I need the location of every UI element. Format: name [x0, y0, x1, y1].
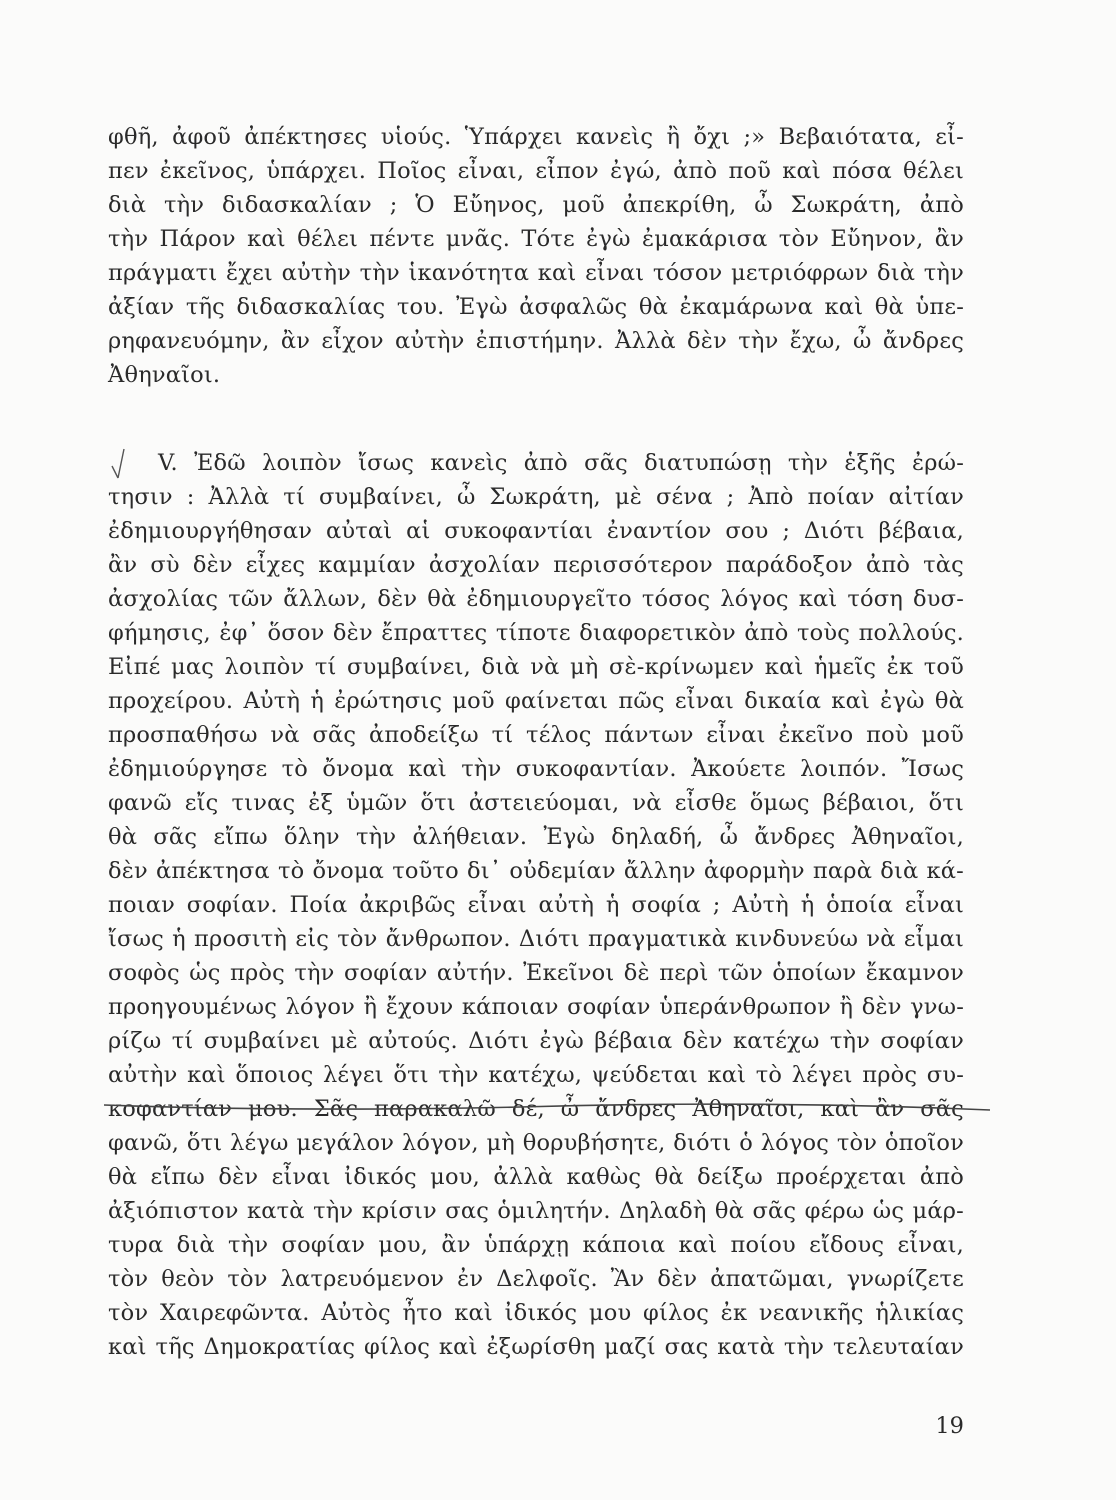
text-line: πράγματι ἔχει αὐτὴν τὴν ἱκανότητα καὶ εἶναι τόσον μετριόφρων διὰ τὴν: [108, 260, 964, 286]
text-line: ἀξιόπιστον κατὰ τὴν κρίσιν σας ὁμιλητήν. Δηλαδὴ θὰ σᾶς φέρω ὡς μάρ-: [108, 1198, 964, 1224]
text-line: φθῆ, ἀφοῦ ἀπέκτησες υἱούς. Ὑπάρχει κανεὶς ἢ ὄχι ;» Βεβαιότατα, εἶ-: [108, 124, 964, 150]
text-line: V. Ἐδῶ λοιπὸν ἴσως κανεὶς ἀπὸ σᾶς διατυπώσῃ τὴν ἑξῆς ἐρώ-: [158, 450, 964, 476]
text-line: προσπαθήσω νὰ σᾶς ἀποδείξω τί τέλος πάντων εἶναι ἐκεῖνο ποὺ μοῦ: [108, 722, 964, 748]
text-line: ἀξίαν τῆς διδασκαλίας του. Ἐγὼ ἀσφαλῶς θὰ ἐκαμάρωνα καὶ θὰ ὑπε-: [108, 294, 964, 320]
page-number: 19: [935, 1413, 964, 1439]
text-line: καὶ τῆς Δημοκρατίας φίλος καὶ ἐξωρίσθη μαζί σας κατὰ τὴν τελευταίαν: [108, 1334, 964, 1360]
text-line: ἴσως ἡ προσιτὴ εἰς τὸν ἄνθρωπον. Διότι πραγματικὰ κινδυνεύω νὰ εἶμαι: [108, 926, 964, 952]
text-line: ἀσχολίας τῶν ἄλλων, δὲν θὰ ἐδημιουργεῖτο τόσος λόγος καὶ τόση δυσ-: [108, 586, 964, 612]
text-line: τὸν Χαιρεφῶντα. Αὐτὸς ἦτο καὶ ἰδικός μου φίλος ἐκ νεανικῆς ἡλικίας: [108, 1300, 964, 1326]
text-line: φανῶ εἴς τινας ἐξ ὑμῶν ὅτι ἀστειεύομαι, νὰ εἶσθε ὅμως βέβαιοι, ὅτι: [108, 790, 964, 816]
text-line: πεν ἐκεῖνος, ὑπάρχει. Ποῖος εἶναι, εἶπον ἐγώ, ἀπὸ ποῦ καὶ πόσα θέλει: [108, 158, 964, 184]
text-line: αὐτὴν καὶ ὅποιος λέγει ὅτι τὴν κατέχω, ψεύδεται καὶ τὸ λέγει πρὸς συ-: [108, 1062, 964, 1088]
text-line: τὴν Πάρον καὶ θέλει πέντε μνᾶς. Τότε ἐγὼ ἐμακάρισα τὸν Εὔηνον, ἂν: [108, 226, 964, 252]
text-line: τυρα διὰ τὴν σοφίαν μου, ἂν ὑπάρχῃ κάποια καὶ ποίου εἴδους εἶναι,: [108, 1232, 964, 1258]
text-line: ἂν σὺ δὲν εἶχες καμμίαν ἀσχολίαν περισσότερον παράδοξον ἀπὸ τὰς: [108, 552, 964, 578]
text-line: φανῶ, ὅτι λέγω μεγάλον λόγον, μὴ θορυβήσητε, διότι ὁ λόγος τὸν ὁποῖον: [108, 1130, 964, 1156]
text-line: θὰ σᾶς εἴπω ὅλην τὴν ἀλήθειαν. Ἐγὼ δηλαδή, ὦ ἄνδρες Ἀθηναῖοι,: [108, 824, 964, 850]
text-line: φήμησις, ἐφ᾽ ὅσον δὲν ἔπραττες τίποτε διαφορετικὸν ἀπὸ τοὺς πολλούς.: [108, 620, 964, 646]
paragraph-2: [108, 446, 964, 1364]
text-line: ἐδημιούργησε τὸ ὄνομα καὶ τὴν συκοφαντίαν. Ἀκούετε λοιπόν. Ἴσως: [108, 756, 964, 782]
text-line: προηγουμένως λόγον ἢ ἔχουν κάποιαν σοφίαν ὑπεράνθρωπον ἢ δὲν γνω-: [108, 994, 964, 1020]
text-line: τὸν θεὸν τὸν λατρευόμενον ἐν Δελφοῖς. Ἂν δὲν ἀπατῶμαι, γνωρίζετε: [108, 1266, 964, 1292]
text-line: προχείρου. Αὐτὴ ἡ ἐρώτησις μοῦ φαίνεται πῶς εἶναι δικαία καὶ ἐγὼ θὰ: [108, 688, 964, 714]
text-line: τησιν : Ἀλλὰ τί συμβαίνει, ὦ Σωκράτη, μὲ σένα ; Ἀπὸ ποίαν αἰτίαν: [108, 484, 964, 510]
text-line: ρίζω τί συμβαίνει μὲ αὐτούς. Διότι ἐγὼ βέβαια δὲν κατέχω τὴν σοφίαν: [108, 1028, 964, 1054]
text-line: ρηφανευόμην, ἂν εἶχον αὐτὴν ἐπιστήμην. Ἀλλὰ δὲν τὴν ἔχω, ὦ ἄνδρες: [108, 328, 964, 354]
text-line: διὰ τὴν διδασκαλίαν ; Ὁ Εὔηνος, μοῦ ἀπεκρίθη, ὦ Σωκράτη, ἀπὸ: [108, 192, 964, 218]
text-line: ἐδημιουργήθησαν αὐταὶ αἱ συκοφαντίαι ἐναντίον σου ; Διότι βέβαια,: [108, 518, 964, 544]
text-line: σοφὸς ὡς πρὸς τὴν σοφίαν αὐτήν. Ἐκεῖνοι δὲ περὶ τῶν ὁποίων ἔκαμνον: [108, 960, 964, 986]
text-line: θὰ εἴπω δὲν εἶναι ἰδικός μου, ἀλλὰ καθὼς θὰ δείξω προέρχεται ἀπὸ: [108, 1164, 964, 1190]
text-line: δὲν ἀπέκτησα τὸ ὄνομα τοῦτο δι᾽ οὐδεμίαν ἄλλην ἀφορμὴν παρὰ διὰ κά-: [108, 858, 964, 884]
text-line: κοφαντίαν μου. Σᾶς παρακαλῶ δέ, ὦ ἄνδρες Ἀθηναῖοι, καὶ ἂν σᾶς: [108, 1096, 964, 1122]
text-line: Εἰπέ μας λοιπὸν τί συμβαίνει, διὰ νὰ μὴ σὲ-κρίνωμεν καὶ ἡμεῖς ἐκ τοῦ: [108, 654, 964, 680]
text-line: Ἀθηναῖοι.: [108, 362, 221, 388]
text-line: ποιαν σοφίαν. Ποία ἀκριβῶς εἶναι αὐτὴ ἡ σοφία ; Αὐτὴ ἡ ὁποία εἶναι: [108, 892, 964, 918]
paragraph-1: [108, 120, 964, 392]
